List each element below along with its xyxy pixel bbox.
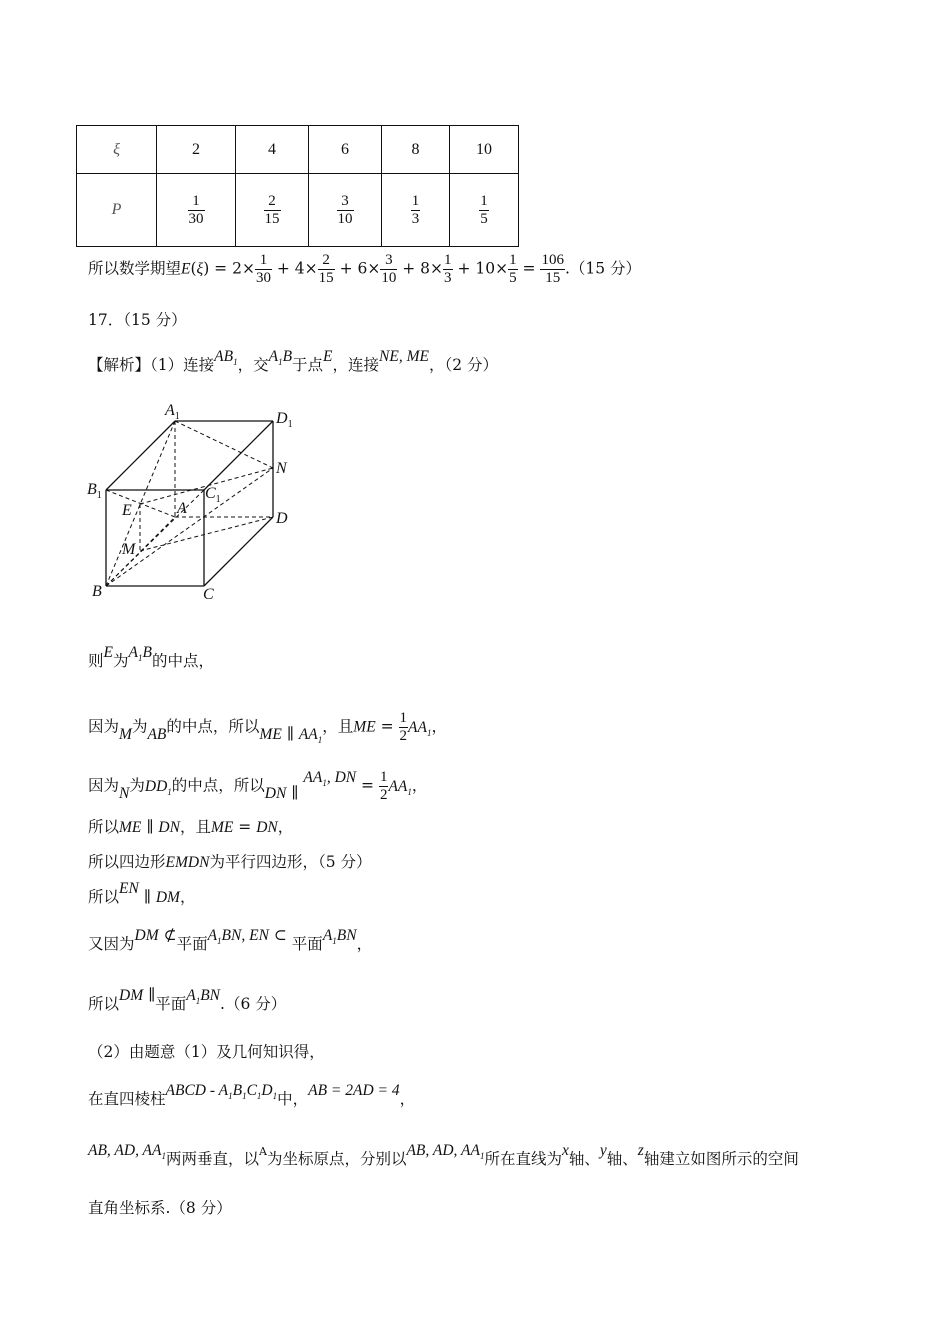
svg-text:D: D	[276, 510, 288, 527]
line-10: 在直四棱柱ABCD - $A_1B_1C_1D_1$中，AB = 2AD = 4，	[88, 1082, 416, 1108]
svg-text:A1: $A_1$	[165, 402, 180, 422]
p-header: P	[77, 174, 157, 247]
line-11: AB, AD, $AA_1$两两垂直，以$^A$为坐标原点，分别以AB, AD, $AA_1$所在直线为x轴、y轴、z轴建立如图所示的空间	[88, 1142, 799, 1168]
distribution-table	[76, 125, 519, 247]
expectation-prefix: 所以数学期望	[88, 259, 182, 278]
line-2: 因为M为AB的中点，所以ME ∥ $AA_1$，且ME = $\frac{1}{2}$ $AA_1$，	[88, 710, 447, 745]
svg-text:D1: $D_1$	[276, 410, 293, 430]
x-value: 4	[236, 126, 309, 174]
table-row	[77, 126, 519, 174]
p-value: $\frac{1}{30}$	[157, 174, 236, 247]
line-8: 所以DM ∥平面$A_1BN.(6$ 分）	[88, 986, 287, 1013]
p-value: $\frac{3}{10}$	[309, 174, 382, 247]
prism-diagram	[80, 398, 300, 608]
svg-text:B1: $B_1$	[87, 481, 102, 501]
x-value: 10	[450, 126, 519, 174]
p-value: $\frac{1}{5}$	[450, 174, 519, 247]
svg-text:C: C	[203, 586, 214, 603]
line-4: 所以ME ∥ DN，且ME = DN，	[88, 818, 294, 836]
svg-text:A: A	[177, 500, 187, 517]
line-3: 因为N为$DD_1$的中点，所以DN ∥ $AA_1$, DN = $\frac{1}{2}$ $AA_1$，	[88, 768, 428, 803]
x-value: 2	[157, 126, 236, 174]
line-1: 则E为$A_1B$的中点，	[88, 644, 214, 670]
p-value: $\frac{1}{3}$	[382, 174, 450, 247]
xi-header: ξ	[77, 126, 157, 174]
line-5: 所以四边形EMDN为平行四边形，（5 分）	[88, 853, 372, 871]
svg-text:B: B	[92, 583, 102, 600]
line-7: 又因为DM ⊄平面$A_1BN$, EN ⊂ 平面$A_1BN$，	[88, 926, 373, 953]
line-9: （2）由题意（1）及几何知识得，	[88, 1043, 325, 1061]
table-row	[77, 174, 519, 247]
line-6: 所以EN ∥ DM，	[88, 880, 196, 906]
x-value: 6	[309, 126, 382, 174]
svg-text:N: N	[276, 460, 287, 477]
expectation-line: 所以数学期望E(ξ) = 2× $\frac{1}{30}$ + 4× $\frac{2}{15}$ + 6× $\frac{3}{10}$ + 8× $\frac{1}{3}$ + 10× $\frac{1}{5}$ = $\frac{106}{15}$ .（15 分）	[88, 252, 642, 286]
p-value: $\frac{2}{15}$	[236, 174, 309, 247]
x-value: 8	[382, 126, 450, 174]
analysis-line: 【解析】（1）连接$AB_1$，交$A_1B$于点E，连接NE, ME，（2 分）	[88, 348, 499, 374]
svg-text:M: M	[122, 541, 136, 558]
question-title: 17．（15 分）	[88, 311, 187, 329]
svg-text:C1: $C_1$	[205, 485, 221, 505]
svg-text:E: E	[122, 502, 132, 519]
expectation-suffix: .（15 分）	[564, 259, 642, 278]
line-12: 直角坐标系.（8 分）	[88, 1199, 232, 1217]
